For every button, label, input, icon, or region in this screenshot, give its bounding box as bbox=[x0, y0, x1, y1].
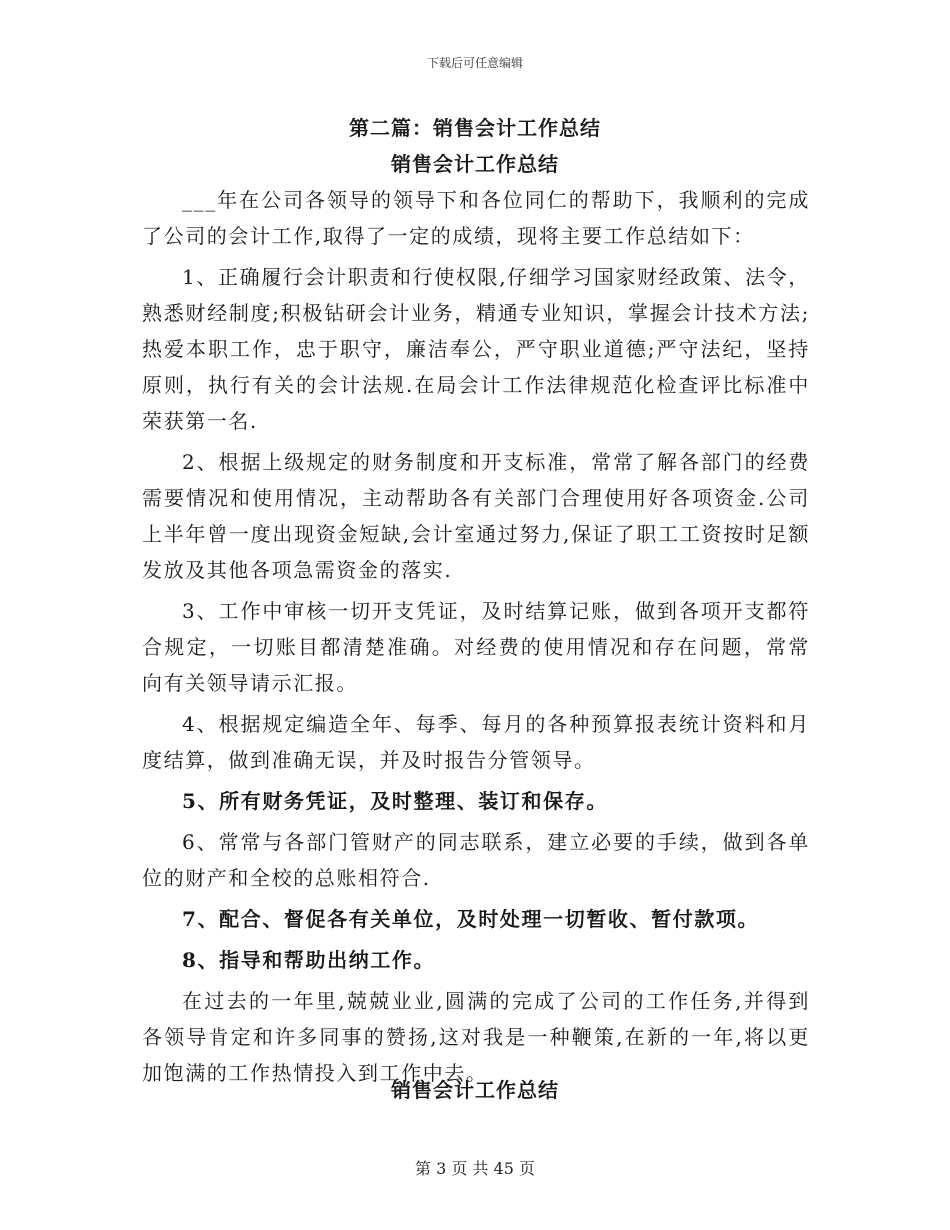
paragraph-item-1: 1、正确履行会计职责和行使权限,仔细学习国家财经政策、法令，熟悉财经制度;积极钻研会计业务，精通专业知识，掌握会计技术方法;热爱本职工作，忠于职守，廉洁奉公，严守职业道德;严守法纪，坚持原则，执行有关的会计法规.在局会计工作法律规范化检查评比标准中荣获第一名. bbox=[142, 265, 810, 433]
paragraph-intro: ___年在公司各领导的领导下和各位同仁的帮助下，我顺利的完成了公司的会计工作,取得了一定的成绩，现将主要工作总结如下： bbox=[142, 188, 810, 248]
paragraph-conclusion: 在过去的一年里,兢兢业业,圆满的完成了公司的工作任务,并得到各领导肯定和许多同事的赞扬,这对我是一种鞭策,在新的一年,将以更加饱满的工作热情投入到工作中去。 bbox=[142, 989, 810, 1085]
paragraph-item-5: 5、所有财务凭证，及时整理、装订和保存。 bbox=[182, 789, 608, 813]
paragraph-item-4: 4、根据规定编造全年、每季、每月的各种预算报表统计资料和月度结算，做到准确无误，并及时报告分管领导。 bbox=[142, 712, 810, 772]
paragraph-item-6: 6、常常与各部门管财产的同志联系，建立必要的手续，做到各单位的财产和全校的总账相符合. bbox=[142, 830, 810, 890]
paragraph-item-7: 7、配合、督促各有关单位，及时处理一切暂收、暂付款项。 bbox=[182, 907, 760, 931]
document-title: 第二篇：销售会计工作总结 bbox=[349, 116, 601, 140]
paragraph-item-2: 2、根据上级规定的财务制度和开支标准，常常了解各部门的经费需要情况和使用情况，主动帮助各有关部门合理使用好各项资金.公司上半年曾一度出现资金短缺,会计室通过努力,保证了职工工资按时足额发放及其他各项急需资金的落实. bbox=[142, 450, 810, 582]
document-body bbox=[142, 182, 810, 1096]
next-section-title: 销售会计工作总结 bbox=[391, 1078, 559, 1102]
paragraph-item-8: 8、指导和帮助出纳工作。 bbox=[182, 948, 436, 972]
header-note: 下载后可任意编辑 bbox=[426, 56, 523, 70]
document-subtitle: 销售会计工作总结 bbox=[391, 152, 559, 176]
page-number: 第 3 页 共 45 页 bbox=[415, 1159, 535, 1178]
paragraph-item-3: 3、工作中审核一切开支凭证，及时结算记账，做到各项开支都符合规定，一切账目都清楚准确。对经费的使用情况和存在问题，常常向有关领导请示汇报。 bbox=[142, 599, 810, 695]
